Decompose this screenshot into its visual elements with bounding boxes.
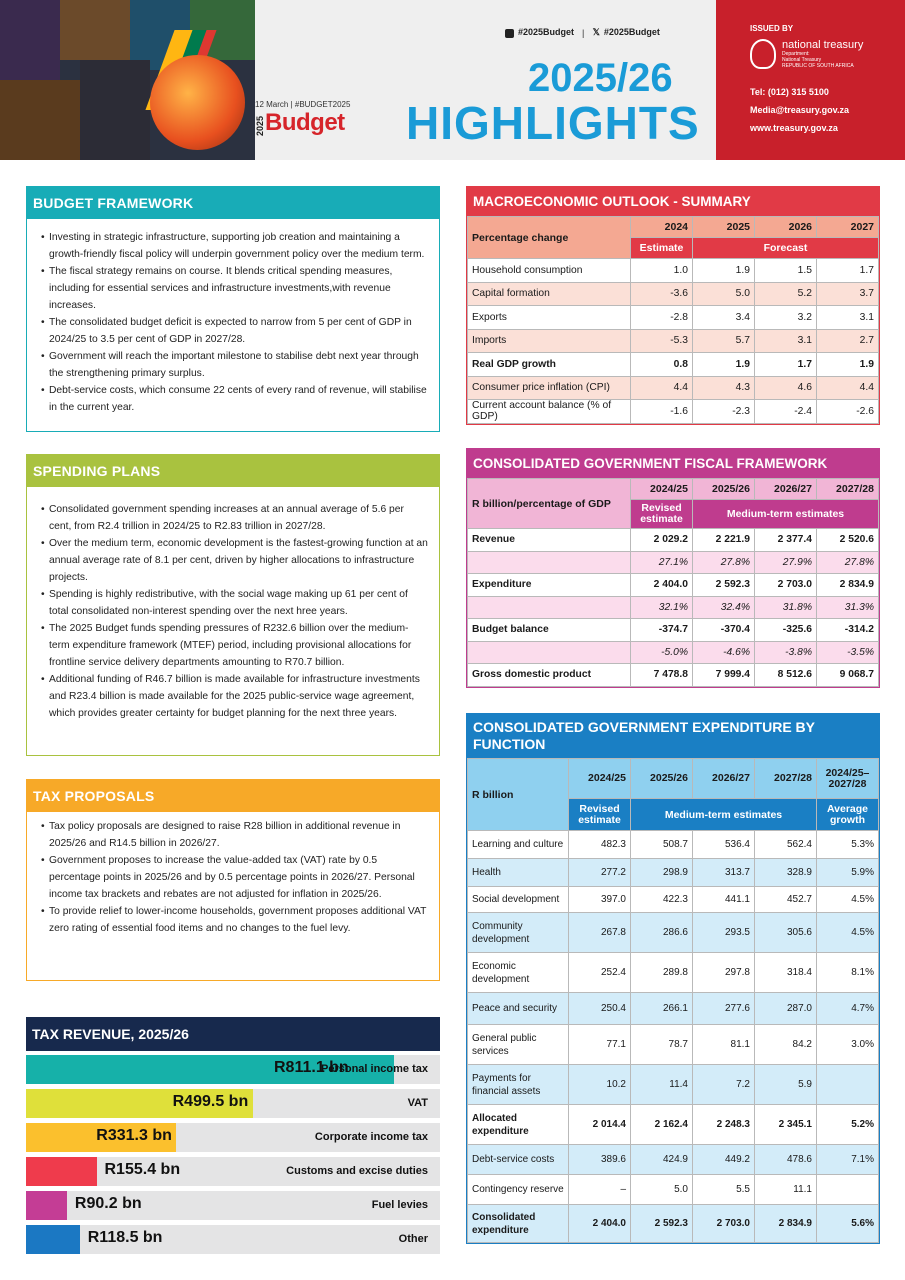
tax-revenue-title: TAX REVENUE, 2025/26 [26, 1017, 440, 1051]
table-cell: 252.4 [569, 953, 631, 993]
table-cell: 84.2 [755, 1025, 817, 1065]
tax-bar-value: R118.5 bn [87, 1229, 163, 1246]
tax-bar-label: Customs and excise duties [286, 1165, 428, 1177]
table-cell: -2.4 [755, 400, 817, 424]
table-cell: 1.7 [755, 353, 817, 377]
table-cell: 441.1 [693, 887, 755, 913]
tax-bar-row [26, 1157, 440, 1186]
table-row [468, 887, 879, 913]
tax-bar-value: R499.5 bn [172, 1093, 249, 1110]
tax-bar-row [26, 1123, 440, 1152]
row-label: Real GDP growth [468, 353, 631, 377]
budget-year: 2025 [255, 116, 265, 137]
row-label: Community development [468, 913, 569, 953]
table-cell: 5.0 [693, 282, 755, 306]
spending-plans-list [27, 487, 439, 722]
table-cell: 2 592.3 [631, 1205, 693, 1243]
table-cell: 81.1 [693, 1025, 755, 1065]
table-cell: 5.7 [693, 329, 755, 353]
list-item: • Over the medium term, economic development is the fastest-growing function at an annual average rate of 8.1 per cent, driven by higher allocations to infrastructure projects. [41, 535, 429, 586]
table-row [468, 329, 879, 353]
spending-plans-panel [26, 454, 440, 756]
avg-label: Average growth [817, 799, 879, 831]
hero-collage-image [0, 0, 255, 160]
tax-bar-value: R155.4 bn [104, 1161, 181, 1178]
table-cell: -5.0% [631, 641, 693, 664]
social-handles [505, 27, 660, 38]
revised-label: Revised estimate [631, 500, 693, 529]
table-cell: 1.9 [693, 353, 755, 377]
list-item: • Spending is highly redistributive, with the social wage making up 61 per cent of total consolidated non-interest spending over the next hree years. [41, 586, 429, 620]
table-cell: 562.4 [755, 831, 817, 859]
table-row [468, 831, 879, 859]
tax-proposals-panel [26, 779, 440, 981]
table-cell: 7 999.4 [693, 664, 755, 687]
table-cell: 5.2 [755, 282, 817, 306]
list-item: • Additional funding of R46.7 billion is made available for infrastructure investments and R23.4 billion is made available for the 2025 public-service wage agreement, which provides greater certainty for budget planning for the next three years. [41, 671, 429, 722]
row-label: Revenue [468, 529, 631, 552]
table-cell: 32.4% [693, 596, 755, 619]
table-cell: 8.1% [817, 953, 879, 993]
treasury-logo [750, 39, 905, 69]
row-label: Consolidated expenditure [468, 1205, 569, 1243]
table-cell: 3.1 [817, 306, 879, 330]
estimate-label: Estimate [631, 238, 693, 259]
table-cell: 32.1% [631, 596, 693, 619]
table-cell: 78.7 [631, 1025, 693, 1065]
tax-proposals-title: TAX PROPOSALS [27, 780, 439, 812]
table-cell: 422.3 [631, 887, 693, 913]
list-item: • The fiscal strategy remains on course. It blends critical spending measures, including for essential services and infrastructure investments,with revenue increases. [41, 263, 429, 314]
macro-outlook-table [466, 186, 880, 425]
tax-bar-label: Fuel levies [371, 1199, 428, 1211]
table-cell: 2 520.6 [817, 529, 879, 552]
table-cell: 27.9% [755, 551, 817, 574]
table-row [468, 306, 879, 330]
table-row [468, 376, 879, 400]
row-label: Social development [468, 887, 569, 913]
table-cell: 4.5% [817, 887, 879, 913]
table-cell: 2 345.1 [755, 1105, 817, 1145]
macro-outlook-title: MACROECONOMIC OUTLOOK - SUMMARY [467, 187, 879, 216]
table-cell: 10.2 [569, 1065, 631, 1105]
table-row [468, 529, 879, 552]
year-header: 2024/25 [631, 479, 693, 500]
table-cell: 1.9 [817, 353, 879, 377]
table-cell: 3.4 [693, 306, 755, 330]
tax-bar-label: Corporate income tax [314, 1131, 428, 1143]
spending-plans-title: SPENDING PLANS [27, 455, 439, 487]
table-cell [817, 1175, 879, 1205]
row-label: Gross domestic product [468, 664, 631, 687]
row-label: Allocated expenditure [468, 1105, 569, 1145]
row-label: Expenditure [468, 574, 631, 597]
table-cell: 3.2 [755, 306, 817, 330]
row-label [468, 551, 631, 574]
expenditure-table [466, 713, 880, 1244]
table-cell: 277.2 [569, 859, 631, 887]
table-row [468, 353, 879, 377]
issuer-block [716, 0, 905, 160]
tax-bar [26, 1225, 80, 1254]
year-header: 2026/27 [693, 759, 755, 799]
year-header: 2024/25–2027/28 [817, 759, 879, 799]
table-row [468, 619, 879, 642]
x-handle[interactable]: 𝕏 #2025Budget [592, 27, 660, 37]
table-cell: 2 404.0 [631, 574, 693, 597]
row-label: Capital formation [468, 282, 631, 306]
budget-framework-title: BUDGET FRAMEWORK [27, 187, 439, 219]
table-cell: 478.6 [755, 1145, 817, 1175]
table-row [468, 1065, 879, 1105]
row-label: Payments for financial assets [468, 1065, 569, 1105]
budget-date: 12 March | #BUDGET2025 [255, 100, 351, 109]
tax-bar-label: Other [398, 1233, 428, 1245]
tax-bar-row [26, 1089, 440, 1118]
year-header: 2027/28 [755, 759, 817, 799]
facebook-handle[interactable]: #2025Budget [505, 27, 574, 37]
tax-bar-value: R90.2 bn [74, 1195, 142, 1212]
table-cell: 4.3 [693, 376, 755, 400]
list-item: • Government will reach the important milestone to stabilise debt next year through the strengthening primary surplus. [41, 348, 429, 382]
table-cell: 4.7% [817, 993, 879, 1025]
table-cell: 0.8 [631, 353, 693, 377]
budget-framework-panel [26, 186, 440, 432]
table-row [468, 993, 879, 1025]
table-cell: 2 834.9 [755, 1205, 817, 1243]
issuer-name: national treasury [782, 39, 864, 51]
table-row [468, 1205, 879, 1243]
issued-by-label: ISSUED BY [750, 24, 794, 33]
table-cell: 8 512.6 [755, 664, 817, 687]
table-cell: 482.3 [569, 831, 631, 859]
row-label: Household consumption [468, 259, 631, 283]
table-cell: 3.0% [817, 1025, 879, 1065]
list-item: • The 2025 Budget funds spending pressures of R232.6 billion over the medium-term expenditure framework (MTEF) period, including provisional allocations for frontline service delivery departments amounting to R70.7 billion. [41, 620, 429, 671]
table-cell: 536.4 [693, 831, 755, 859]
table-cell: -370.4 [693, 619, 755, 642]
table-cell: -5.3 [631, 329, 693, 353]
table-cell: 297.8 [693, 953, 755, 993]
tax-proposals-list [27, 812, 439, 937]
table-cell: -2.6 [817, 400, 879, 424]
table-row [468, 400, 879, 424]
year-header: 2025/26 [631, 759, 693, 799]
tax-bar-label: Personal income tax [321, 1063, 428, 1075]
tax-bar-value: R331.3 bn [96, 1127, 172, 1144]
coat-of-arms-icon [750, 39, 776, 69]
expenditure-title: CONSOLIDATED GOVERNMENT EXPENDITURE BY FUNCTION [467, 714, 879, 758]
table-cell: 7.1% [817, 1145, 879, 1175]
table-row [468, 913, 879, 953]
table-cell: 508.7 [631, 831, 693, 859]
table-cell: 328.9 [755, 859, 817, 887]
table-cell: 4.6 [755, 376, 817, 400]
table-cell: -3.5% [817, 641, 879, 664]
table-cell: -2.8 [631, 306, 693, 330]
year-header: 2026 [755, 217, 817, 238]
table-cell: 2 703.0 [693, 1205, 755, 1243]
table-cell: 424.9 [631, 1145, 693, 1175]
website-link[interactable]: www.treasury.gov.za [750, 123, 838, 133]
table-cell: 5.0 [631, 1175, 693, 1205]
table-cell: 27.8% [693, 551, 755, 574]
table-cell: 5.5 [693, 1175, 755, 1205]
year-header: 2027 [817, 217, 879, 238]
table-cell: 31.8% [755, 596, 817, 619]
table-row [468, 953, 879, 993]
row-label: Budget balance [468, 619, 631, 642]
table-header-row [468, 759, 879, 799]
table-cell: 2 014.4 [569, 1105, 631, 1145]
table-cell: -374.7 [631, 619, 693, 642]
table-cell: 27.8% [817, 551, 879, 574]
row-label: Debt-service costs [468, 1145, 569, 1175]
table-cell: 250.4 [569, 993, 631, 1025]
table-row [468, 664, 879, 687]
table-header-row [468, 217, 879, 238]
table-cell: 11.4 [631, 1065, 693, 1105]
table-cell: 1.5 [755, 259, 817, 283]
table-cell: -1.6 [631, 400, 693, 424]
table-cell: -325.6 [755, 619, 817, 642]
row-label: Contingency reserve [468, 1175, 569, 1205]
row-label: Economic development [468, 953, 569, 993]
x-icon: 𝕏 [592, 27, 600, 37]
issuer-dept-1: Department: [782, 51, 810, 57]
table-cell: 9 068.7 [817, 664, 879, 687]
facebook-icon [505, 29, 514, 38]
row-header: Percentage change [468, 217, 631, 259]
year-header: 2024 [631, 217, 693, 238]
table-cell: 3.1 [755, 329, 817, 353]
table-row [468, 859, 879, 887]
budget-logo [255, 100, 350, 137]
table-cell: 2 703.0 [755, 574, 817, 597]
table-row [468, 259, 879, 283]
table-cell: 7.2 [693, 1065, 755, 1105]
table-row [468, 574, 879, 597]
row-label [468, 641, 631, 664]
table-cell: 318.4 [755, 953, 817, 993]
table-cell: 2 404.0 [569, 1205, 631, 1243]
page-title: HIGHLIGHTS [406, 97, 700, 149]
table-cell: 7 478.8 [631, 664, 693, 687]
table-cell: 1.9 [693, 259, 755, 283]
tax-bar-row [26, 1225, 440, 1254]
table-cell: 2 377.4 [755, 529, 817, 552]
table-cell: 293.5 [693, 913, 755, 953]
tax-bar-label: VAT [407, 1097, 428, 1109]
table-cell: 286.6 [631, 913, 693, 953]
year-header: 2025/26 [693, 479, 755, 500]
row-label: Consumer price inflation (CPI) [468, 376, 631, 400]
row-label: Health [468, 859, 569, 887]
table-row [468, 596, 879, 619]
list-item: • Government proposes to increase the value-added tax (VAT) rate by 0.5 percentage points in 2025/26 and by 0.5 percentage points in 2026/27. Personal income tax brackets and rebates are not adjusted for inflation in 2025/26. [41, 852, 429, 903]
phone-number: Tel: (012) 315 5100 [750, 87, 829, 97]
row-label [468, 596, 631, 619]
tax-bar-row [26, 1191, 440, 1220]
table-row [468, 641, 879, 664]
forecast-label: Forecast [693, 238, 879, 259]
table-cell: 4.4 [631, 376, 693, 400]
tax-revenue-chart [26, 1017, 440, 1257]
table-cell: 449.2 [693, 1145, 755, 1175]
list-item: • To provide relief to lower-income households, government proposes additional VAT zero rating of essential food items and no changes to the fuel levy. [41, 903, 429, 937]
revised-label: Revised estimate [569, 799, 631, 831]
row-label: Exports [468, 306, 631, 330]
table-cell: -3.8% [755, 641, 817, 664]
table-cell: 305.6 [755, 913, 817, 953]
list-item: • Consolidated government spending increases at an annual average of 5.6 per cent, from R2.4 trillion in 2024/25 to R2.83 trillion in 2027/28. [41, 501, 429, 535]
year-header: 2025 [693, 217, 755, 238]
tax-bar [26, 1157, 97, 1186]
table-cell: 2 834.9 [817, 574, 879, 597]
row-header: R billion/percentage of GDP [468, 479, 631, 529]
table-row [468, 282, 879, 306]
table-cell: -2.3 [693, 400, 755, 424]
row-label: Imports [468, 329, 631, 353]
table-cell: 298.9 [631, 859, 693, 887]
table-cell: 3.7 [817, 282, 879, 306]
row-label: General public services [468, 1025, 569, 1065]
fiscal-framework-table [466, 448, 880, 688]
table-cell: 4.5% [817, 913, 879, 953]
table-cell: 27.1% [631, 551, 693, 574]
issuer-dept-2: National Treasury [782, 57, 822, 63]
table-row [468, 1105, 879, 1145]
table-cell: 267.8 [569, 913, 631, 953]
table-cell: 5.3% [817, 831, 879, 859]
budget-word: Budget [265, 109, 345, 136]
table-cell: 2 162.4 [631, 1105, 693, 1145]
year-header: 2024/25 [569, 759, 631, 799]
table-cell: 2.7 [817, 329, 879, 353]
table-cell: 5.2% [817, 1105, 879, 1145]
row-label: Current account balance (% of GDP) [468, 400, 631, 424]
table-cell: -4.6% [693, 641, 755, 664]
table-cell: – [569, 1175, 631, 1205]
table-cell: 77.1 [569, 1025, 631, 1065]
tax-bar [26, 1191, 67, 1220]
page-header [0, 0, 905, 160]
year-header: 2026/27 [755, 479, 817, 500]
mtef-label: Medium-term estimates [631, 799, 817, 831]
divider: | [582, 27, 585, 38]
table-cell: 289.8 [631, 953, 693, 993]
table-cell: 11.1 [755, 1175, 817, 1205]
table-cell: 389.6 [569, 1145, 631, 1175]
list-item: • Investing in strategic infrastructure, supporting job creation and maintaining a growth-friendly fiscal policy will underpin government policy over the medium term. [41, 229, 429, 263]
table-header-row [468, 479, 879, 500]
table-cell: 5.9 [755, 1065, 817, 1105]
title-year: 2025/26 [528, 56, 673, 100]
list-item: • Debt-service costs, which consume 22 cents of every rand of revenue, will stabilise in the current year. [41, 382, 429, 416]
table-cell: 397.0 [569, 887, 631, 913]
table-cell: 2 248.3 [693, 1105, 755, 1145]
table-cell: 2 592.3 [693, 574, 755, 597]
table-cell: 313.7 [693, 859, 755, 887]
mtef-label: Medium-term estimates [693, 500, 879, 529]
row-label: Peace and security [468, 993, 569, 1025]
table-cell: 2 221.9 [693, 529, 755, 552]
issuer-dept-3: REPUBLIC OF SOUTH AFRICA [782, 63, 854, 69]
list-item: • Tax policy proposals are designed to raise R28 billion in additional revenue in 2025/26 and R14.5 billion in 2026/27. [41, 818, 429, 852]
table-cell: 287.0 [755, 993, 817, 1025]
table-row [468, 1175, 879, 1205]
list-item: • The consolidated budget deficit is expected to narrow from 5 per cent of GDP in 2024/25 to 3.5 per cent of GDP in 2027/28. [41, 314, 429, 348]
table-cell [817, 1065, 879, 1105]
table-row [468, 1145, 879, 1175]
table-cell: 452.7 [755, 887, 817, 913]
table-cell: 2 029.2 [631, 529, 693, 552]
table-cell: -3.6 [631, 282, 693, 306]
row-header: R billion [468, 759, 569, 831]
budget-framework-list [27, 219, 439, 416]
table-row [468, 1025, 879, 1065]
table-cell: 5.6% [817, 1205, 879, 1243]
email-link[interactable]: Media@treasury.gov.za [750, 105, 849, 115]
table-cell: 4.4 [817, 376, 879, 400]
tax-bar-row [26, 1055, 440, 1084]
table-cell: 277.6 [693, 993, 755, 1025]
table-cell: -314.2 [817, 619, 879, 642]
table-row [468, 551, 879, 574]
year-header: 2027/28 [817, 479, 879, 500]
table-cell: 5.9% [817, 859, 879, 887]
tax-bar-value: R811.1 bn [274, 1059, 349, 1076]
table-cell: 31.3% [817, 596, 879, 619]
table-cell: 1.7 [817, 259, 879, 283]
table-cell: 266.1 [631, 993, 693, 1025]
row-label: Learning and culture [468, 831, 569, 859]
handshake-globe-icon [150, 55, 245, 150]
table-cell: 1.0 [631, 259, 693, 283]
fiscal-framework-title: CONSOLIDATED GOVERNMENT FISCAL FRAMEWORK [467, 449, 879, 478]
